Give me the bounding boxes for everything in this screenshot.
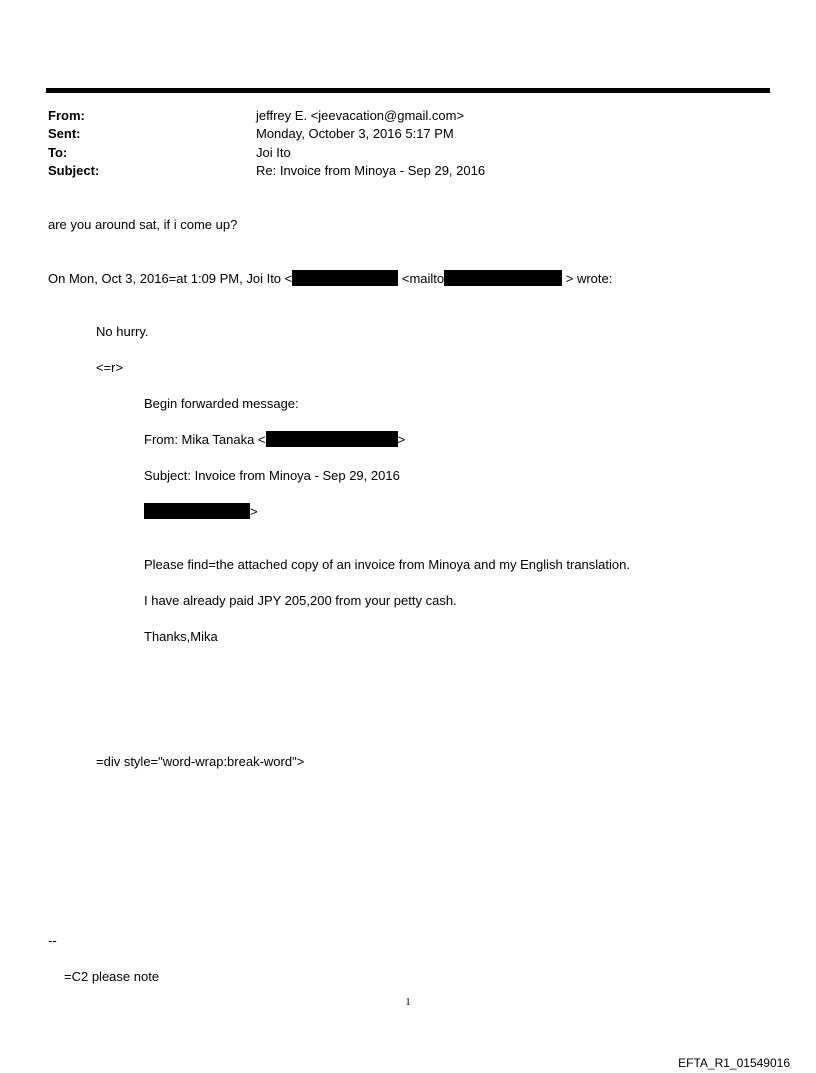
forward-redacted-suffix: > xyxy=(250,504,258,519)
forward-subject: Subject: Invoice from Minoya - Sep 29, 2016 xyxy=(144,468,400,483)
forward-begin: Begin forwarded message: xyxy=(144,396,299,411)
quote-intro-suffix: > wrote: xyxy=(562,271,613,286)
html-artifact-text: =div style="word-wrap:break-word"> xyxy=(96,754,305,769)
forward-message-2: I have already paid JPY 205,200 from your petty cash. xyxy=(144,593,457,608)
redaction-box xyxy=(292,270,398,286)
to-label: To: xyxy=(48,145,68,160)
page-number: 1 xyxy=(405,996,411,1008)
no-hurry-text: No hurry. xyxy=(96,324,149,339)
forward-signoff: Thanks,Mika xyxy=(144,629,218,644)
sent-value: Monday, October 3, 2016 5:17 PM xyxy=(256,126,454,141)
from-value: jeffrey E. <jeevacation@gmail.com> xyxy=(256,108,465,123)
quote-intro-prefix: On Mon, Oct 3, 2016=at 1:09 PM, Joi Ito < xyxy=(48,271,293,286)
forward-from-suffix: > xyxy=(397,432,406,447)
from-label: From: xyxy=(48,108,85,123)
header-divider xyxy=(46,88,770,93)
header-sent-row xyxy=(48,125,768,143)
signature-tag: <=r> xyxy=(96,360,124,375)
header-from-row xyxy=(48,107,768,125)
subject-label: Subject: xyxy=(48,163,100,178)
redaction-box xyxy=(144,503,250,519)
quote-intro-mailto: <mailto xyxy=(398,271,445,286)
subject-value: Re: Invoice from Minoya - Sep 29, 2016 xyxy=(256,163,486,178)
to-value: Joi Ito xyxy=(256,145,291,160)
signature-separator: -- xyxy=(48,933,57,948)
quote-intro xyxy=(48,270,612,288)
sent-label: Sent: xyxy=(48,126,81,141)
header-to-row xyxy=(48,144,768,162)
forward-message-1: Please find=the attached copy of an invoice from Minoya and my English translation. xyxy=(144,557,630,572)
forward-redacted-line xyxy=(144,503,258,521)
header-subject-row xyxy=(48,162,768,180)
forward-from-prefix: From: Mika Tanaka < xyxy=(144,432,266,447)
bates-number: EFTA_R1_01549016 xyxy=(678,1056,790,1070)
redaction-box xyxy=(444,270,562,286)
forward-from xyxy=(144,431,405,449)
redaction-box xyxy=(266,431,398,447)
reply-text: are you around sat, if i come up? xyxy=(48,217,238,232)
footer-note: =C2 please note xyxy=(64,969,160,984)
